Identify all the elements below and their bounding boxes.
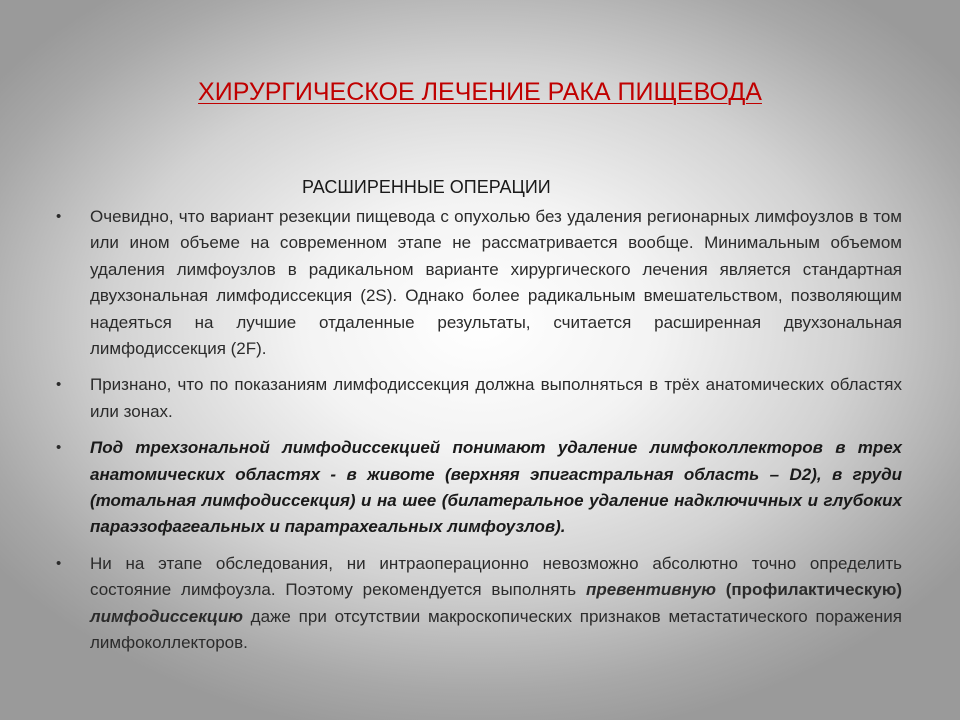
- bullet-icon: •: [56, 439, 62, 457]
- bullet-list: [56, 204, 902, 657]
- list-item-text: Очевидно, что вариант резекции пищевода с опухолью без удаления регионарных лимфоузлов в том или ином объеме на современном этапе не рассматривается вообще. Минимальным объемом удаления лимфоузлов в радикальном варианте хирургического лечения является стандартная двухзональная лимфодиссекция (2S). Однако более радикальным вмешательством, позволяющим надеяться на лучшие отдаленные результаты, считается расширенная двухзональная лимфодиссекция (2F).: [90, 207, 902, 359]
- list-item-text-part: Ни на этапе обследования, ни интраоперационно невозможно абсолютно точно определить состояние лимфоузла. Поэтому рекомендуется выполнять: [90, 553, 902, 600]
- emphasis-preventive: превентивную: [585, 580, 716, 600]
- bullet-icon: •: [56, 554, 62, 572]
- emphasis-lymphodissection: лимфодиссекцию: [90, 606, 243, 626]
- list-item: [56, 551, 902, 657]
- list-item-text: Признано, что по показаниям лимфодиссекция должна выполняться в трёх анатомических областях или зонах.: [90, 375, 902, 421]
- slide-subtitle: РАСШИРЕННЫЕ ОПЕРАЦИИ: [302, 177, 551, 197]
- slide-title: ХИРУРГИЧЕСКОЕ ЛЕЧЕНИЕ РАКА ПИЩЕВОДА: [198, 78, 762, 106]
- bullet-icon: •: [56, 376, 62, 394]
- list-item-text: Под трехзональной лимфодиссекцией понимают удаление лимфоколлекторов в трех анатомических областях - в животе (верхняя эпигастральная область – D2), в груди (тотальная лимфодиссекция) и на шее (билатеральное удаление надключичных и глубоких параэзофагеальных и паратрахеальных лимфоузлов).: [90, 438, 902, 537]
- list-item: [56, 204, 902, 362]
- bullet-icon: •: [56, 208, 62, 225]
- list-item-text-part: даже при отсутствии макроскопических признаков метастатического поражения лимфоколлекторов.: [90, 606, 902, 653]
- list-item: [56, 435, 902, 541]
- list-item: [56, 372, 902, 425]
- emphasis-prophylactic: (профилактическую): [715, 580, 903, 600]
